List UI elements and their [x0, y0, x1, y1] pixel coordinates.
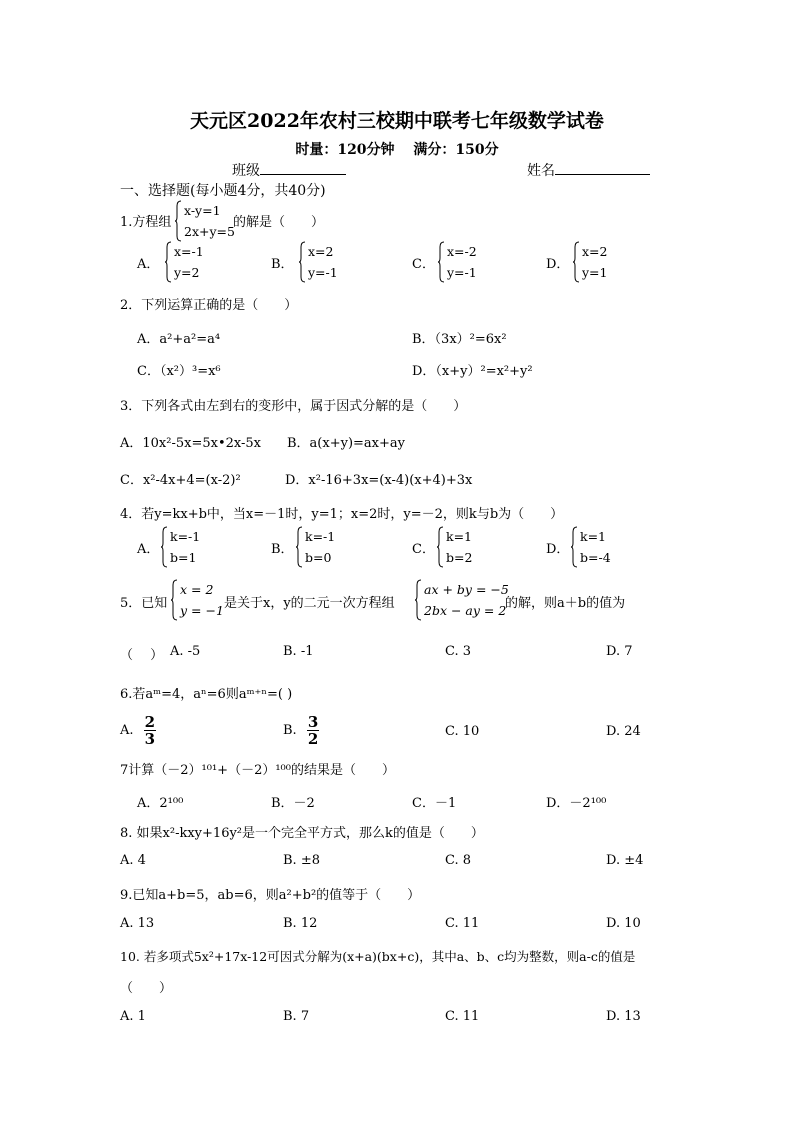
numerator: 3 — [307, 713, 319, 731]
q4-option-b[interactable] — [295, 526, 335, 568]
q8-option-b[interactable]: B. ±8 — [283, 853, 320, 868]
q1-option-b-label[interactable]: B． — [271, 257, 294, 272]
brace-icon — [295, 526, 303, 568]
brace-icon — [298, 241, 306, 283]
q3-option-c[interactable]: C．x²-4x+4=(x-2)² — [120, 473, 241, 488]
brace-icon — [570, 526, 578, 568]
fraction — [144, 714, 156, 747]
brace-icon — [572, 241, 580, 283]
q4-option-a[interactable] — [160, 526, 200, 568]
q5-system-2 — [414, 579, 509, 621]
page-title: 天元区2022年农村三校期中联考七年级数学试卷 — [190, 110, 604, 132]
q7-option-b[interactable]: B．－2 — [271, 796, 315, 811]
q10-stem: 10. 若多项式5x²+17x-12可因式分解为(x+a)(bx+c)，其中a、b、c均为整数，则a-c的值是 — [120, 949, 636, 964]
option-label: A. — [120, 723, 134, 738]
q6-option-b[interactable] — [283, 714, 319, 747]
q8-option-d[interactable]: D. ±4 — [606, 853, 644, 868]
q1-option-a-label[interactable]: A． — [137, 257, 160, 272]
option-row: b=-4 — [580, 550, 611, 565]
q10-option-d[interactable]: D. 13 — [606, 1009, 641, 1024]
q5-option-b[interactable]: B. -1 — [283, 644, 314, 659]
option-row: k=1 — [446, 529, 473, 544]
q5-option-a[interactable]: A. -5 — [170, 644, 201, 659]
q1-option-b[interactable] — [298, 241, 338, 283]
name-field[interactable] — [527, 160, 650, 180]
brace-icon — [174, 200, 182, 242]
q8-stem: 8. 如果x²-kxy+16y²是一个完全平方式，那么k的值是（ ） — [120, 826, 484, 841]
q7-stem: 7计算（－2）¹⁰¹+（－2）¹⁰⁰的结果是（ ） — [120, 763, 395, 778]
q4-option-d-label[interactable]: D． — [546, 542, 570, 557]
q1-suffix: 的解是（ ） — [233, 215, 325, 230]
q1-option-c-label[interactable]: C． — [412, 257, 435, 272]
q4-stem: 4．若y=kx+b中，当x=－1时，y=1；x=2时，y=－2，则k与b为（ ） — [120, 507, 564, 522]
q9-option-a[interactable]: A. 13 — [120, 916, 155, 931]
brace-icon — [414, 579, 422, 621]
q5-answer-paren[interactable]: （ ） — [120, 648, 164, 663]
q4-option-b-label[interactable]: B． — [271, 542, 294, 557]
q2-option-c[interactable]: C．（x²）³=x⁶ — [137, 364, 221, 379]
q9-option-c[interactable]: C. 11 — [445, 916, 480, 931]
q10-option-a[interactable]: A. 1 — [120, 1009, 146, 1024]
denominator: 3 — [144, 730, 156, 748]
q4-option-d[interactable] — [570, 526, 611, 568]
name-label: 姓名 — [527, 163, 555, 179]
option-row: b=2 — [446, 550, 473, 565]
class-field[interactable] — [232, 160, 346, 180]
q5-suffix: 的解，则a＋b的值为 — [505, 596, 626, 611]
q3-option-a[interactable]: A．10x²-5x=5x•2x-5x — [120, 436, 262, 451]
option-row: y=-1 — [447, 265, 477, 280]
q5-option-c[interactable]: C. 3 — [445, 644, 472, 659]
q6-option-d[interactable]: D. 24 — [606, 724, 641, 739]
q1-prefix: 1.方程组 — [120, 215, 172, 230]
q2-option-d[interactable]: D．（x+y）²=x²+y² — [412, 364, 533, 379]
section-title: 一、选择题(每小题4分，共40分) — [120, 183, 326, 199]
q1-option-c[interactable] — [437, 241, 477, 283]
q10-option-c[interactable]: C. 11 — [445, 1009, 480, 1024]
name-blank[interactable] — [555, 160, 650, 175]
exam-info: 时量：120分钟 满分：150分 — [295, 142, 499, 158]
denominator: 2 — [307, 730, 319, 748]
q1-system — [174, 200, 235, 242]
system-row: 2bx − ay = 2 — [424, 603, 507, 618]
option-row: x=2 — [582, 244, 608, 259]
q6-option-c[interactable]: C. 10 — [445, 724, 480, 739]
brace-icon — [436, 526, 444, 568]
q5-system-1 — [170, 579, 224, 621]
q3-option-b[interactable]: B．a(x+y)=ax+ay — [287, 436, 405, 451]
q9-option-b[interactable]: B. 12 — [283, 916, 318, 931]
option-row: y=1 — [582, 265, 608, 280]
q3-stem: 3．下列各式由左到右的变形中，属于因式分解的是（ ） — [120, 399, 467, 414]
q10-option-b[interactable]: B. 7 — [283, 1009, 310, 1024]
system-row: 2x+y=5 — [184, 224, 235, 239]
q4-option-a-label[interactable]: A． — [137, 542, 160, 557]
class-blank[interactable] — [260, 160, 346, 175]
option-row: k=-1 — [170, 529, 201, 544]
system-row: x = 2 — [180, 582, 214, 597]
option-row: x=2 — [308, 244, 334, 259]
q8-option-a[interactable]: A. 4 — [120, 853, 146, 868]
q3-option-d[interactable]: D．x²-16+3x=(x-4)(x+4)+3x — [285, 473, 473, 488]
q1-option-a[interactable] — [164, 241, 204, 283]
option-row: k=1 — [580, 529, 607, 544]
q7-option-a[interactable]: A．2¹⁰⁰ — [137, 796, 184, 811]
q9-stem: 9.已知a+b=5，ab=6，则a²+b²的值等于（ ） — [120, 888, 421, 903]
option-label: B. — [283, 723, 297, 738]
numerator: 2 — [144, 713, 156, 731]
system-row: ax + by = −5 — [424, 582, 509, 597]
q7-option-c[interactable]: C．－1 — [412, 796, 457, 811]
brace-icon — [160, 526, 168, 568]
q2-option-a[interactable]: A．a²+a²=a⁴ — [137, 332, 221, 347]
system-row: y = −1 — [180, 603, 224, 618]
option-row: y=2 — [174, 265, 200, 280]
option-row: y=-1 — [308, 265, 338, 280]
brace-icon — [164, 241, 172, 283]
q6-stem: 6.若aᵐ=4，aⁿ=6则aᵐ⁺ⁿ=( ) — [120, 687, 293, 702]
fraction — [307, 714, 319, 747]
q5-prefix: 5．已知 — [120, 596, 168, 611]
q2-option-b[interactable]: B．（3x）²=6x² — [412, 332, 507, 347]
q9-option-d[interactable]: D. 10 — [606, 916, 641, 931]
brace-icon — [437, 241, 445, 283]
class-label: 班级 — [232, 163, 260, 179]
option-row: k=-1 — [305, 529, 336, 544]
option-row: b=0 — [305, 550, 332, 565]
q1-option-d[interactable] — [572, 241, 608, 283]
q4-option-c-label[interactable]: C． — [412, 542, 435, 557]
q5-middle: 是关于x，y的二元一次方程组 — [224, 596, 395, 611]
q1-option-d-label[interactable]: D． — [546, 257, 570, 272]
q7-option-d[interactable]: D．－2¹⁰⁰ — [546, 796, 607, 811]
system-row: x-y=1 — [184, 203, 221, 218]
brace-icon — [170, 579, 178, 621]
q6-option-a[interactable] — [120, 714, 156, 747]
q8-option-c[interactable]: C. 8 — [445, 853, 472, 868]
q4-option-c[interactable] — [436, 526, 472, 568]
q2-stem: 2．下列运算正确的是（ ） — [120, 298, 298, 313]
option-row: x=-1 — [174, 244, 204, 259]
q5-option-d[interactable]: D. 7 — [606, 644, 633, 659]
q10-answer-paren[interactable]: （ ） — [120, 981, 173, 996]
option-row: x=-2 — [447, 244, 477, 259]
option-row: b=1 — [170, 550, 197, 565]
